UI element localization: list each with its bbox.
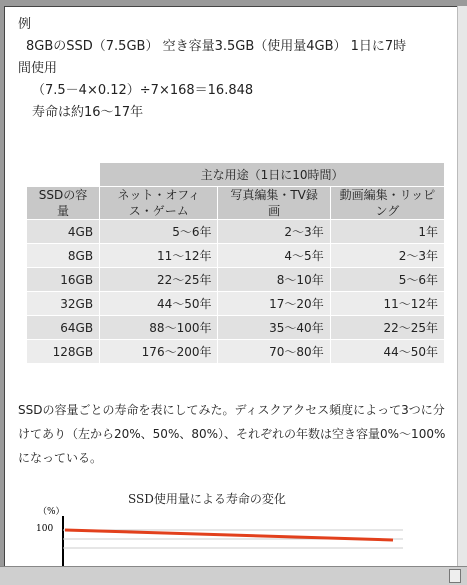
photo-cell: 2～3年 bbox=[218, 220, 330, 244]
office-cell: 5～6年 bbox=[100, 220, 218, 244]
formula: （7.5－4×0.12）÷7×168＝16.848 bbox=[32, 83, 254, 98]
table-row bbox=[27, 220, 445, 244]
group-header: 主な用途（1日に10時間） bbox=[100, 163, 445, 187]
result: 寿命は約16～17年 bbox=[32, 105, 144, 120]
table-description: SSDの容量ごとの寿命を表にしてみた。ディスクアクセス頻度によって3つに分けてあり（左から20%、50%、80%）、それぞれの年数は空き容量0%～100%になっている。 bbox=[18, 403, 446, 465]
video-cell: 5～6年 bbox=[330, 268, 444, 292]
photo-cell: 8～10年 bbox=[218, 268, 330, 292]
video-cell: 1年 bbox=[330, 220, 444, 244]
header-capacity: SSDの容量 bbox=[27, 187, 100, 220]
table-row bbox=[27, 316, 445, 340]
capacity-cell: 16GB bbox=[27, 268, 100, 292]
lifespan-table bbox=[26, 162, 445, 364]
y-unit-label: （%） bbox=[38, 507, 65, 517]
vertical-scrollbar[interactable] bbox=[457, 6, 467, 566]
office-cell: 44～50年 bbox=[100, 292, 218, 316]
header-video: 動画編集・リッピング bbox=[330, 187, 444, 220]
photo-cell: 17～20年 bbox=[218, 292, 330, 316]
video-cell: 11～12年 bbox=[330, 292, 444, 316]
photo-cell: 4～5年 bbox=[218, 244, 330, 268]
photo-cell: 70～80年 bbox=[218, 340, 330, 364]
capacity-cell: 128GB bbox=[27, 340, 100, 364]
header-office: ネット・オフィス・ゲーム bbox=[100, 187, 218, 220]
office-cell: 176～200年 bbox=[100, 340, 218, 364]
resize-grip[interactable] bbox=[449, 569, 461, 583]
video-cell: 2～3年 bbox=[330, 244, 444, 268]
example-line-1: 8GBのSSD（7.5GB） 空き容量3.5GB（使用量4GB） 1日に7時 bbox=[26, 39, 407, 54]
table-corner bbox=[27, 163, 100, 187]
capacity-cell: 8GB bbox=[27, 244, 100, 268]
y-tick-label: 100 bbox=[36, 524, 54, 534]
table-row bbox=[27, 268, 445, 292]
table-row bbox=[27, 292, 445, 316]
office-cell: 11～12年 bbox=[100, 244, 218, 268]
lifespan-chart bbox=[8, 488, 448, 566]
video-cell: 44～50年 bbox=[330, 340, 444, 364]
office-cell: 88～100年 bbox=[100, 316, 218, 340]
example-line-2: 間使用 bbox=[18, 61, 58, 76]
office-cell: 22～25年 bbox=[100, 268, 218, 292]
table-row bbox=[27, 340, 445, 364]
status-bar bbox=[0, 566, 467, 585]
capacity-cell: 32GB bbox=[27, 292, 100, 316]
photo-cell: 35～40年 bbox=[218, 316, 330, 340]
table-row bbox=[27, 244, 445, 268]
intro-block bbox=[18, 14, 446, 124]
capacity-cell: 4GB bbox=[27, 220, 100, 244]
capacity-cell: 64GB bbox=[27, 316, 100, 340]
video-cell: 22～25年 bbox=[330, 316, 444, 340]
chart-title: SSD使用量による寿命の変化 bbox=[128, 492, 286, 506]
header-photo-tv: 写真編集・TV録画 bbox=[218, 187, 330, 220]
example-heading: 例 bbox=[18, 17, 32, 32]
